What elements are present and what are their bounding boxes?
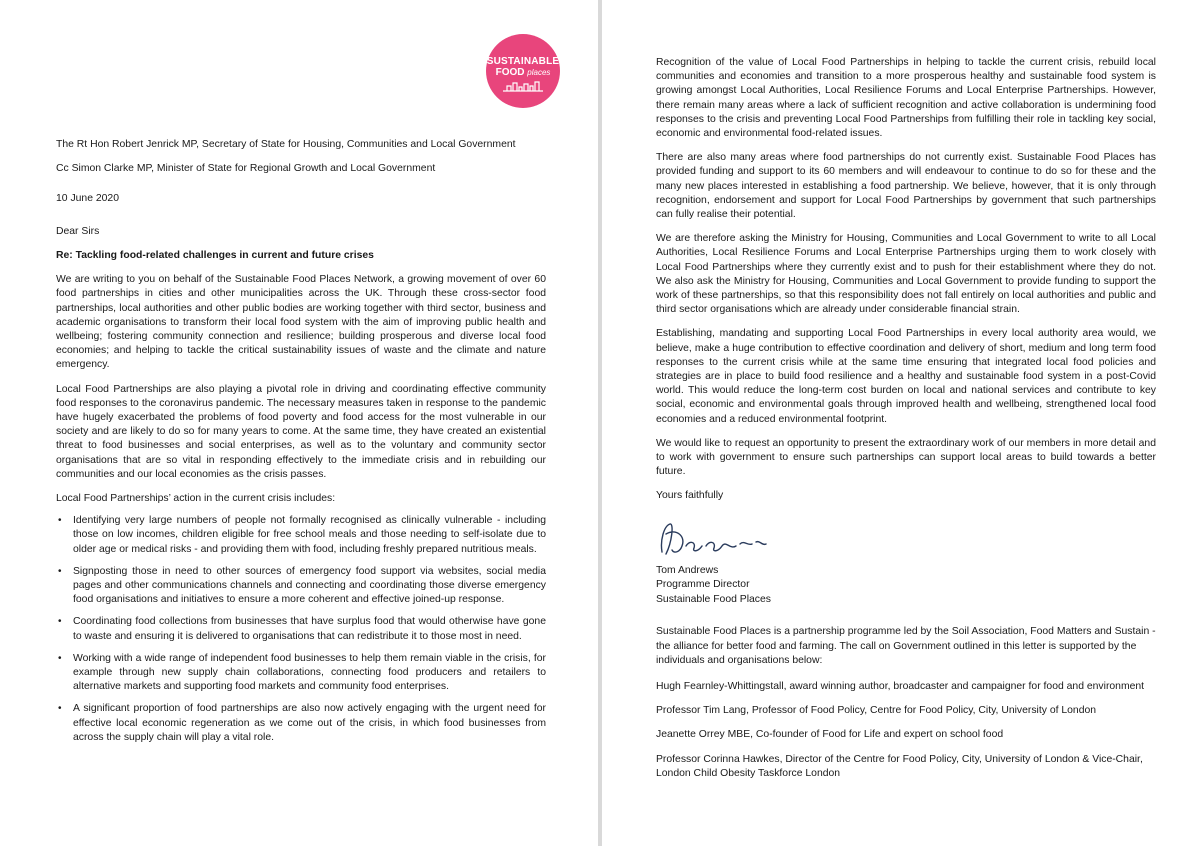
body-paragraph: Establishing, mandating and supporting Local Food Partnerships in every local authority area would, we believe, make a huge contribution to effective coordination and delivery of short, medium and long term food responses to the current crisis while at the same time ensuring that integrated local food policies and strategies are in place to build food resilience and a healthy and sustainable food system in a post-Covid world. This would reduce the long-term cost burden on local and national services and contribute to key social, economic and environmental goals through improved health and wellbeing, strengthened local food economies and a reduced environmental footprint. [656, 328, 1156, 425]
signatory-org: Sustainable Food Places [656, 593, 771, 605]
supporter-item: Professor Tim Lang, Professor of Food Policy, Centre for Food Policy, City, University of London [656, 705, 1097, 717]
left-body [56, 249, 546, 753]
supporter-item: Professor Corinna Hawkes, Director of the Centre for Food Policy, City, University of London & Vice-Chair, London Child Obesity Taskforce London [656, 753, 1143, 779]
right-body [656, 56, 1156, 781]
closing: Yours faithfully [656, 490, 724, 502]
footer-intro: Sustainable Food Places is a partnership programme led by the Soil Association, Food Matters and Sustain - the alliance for better food and farming. The call on Government outlined in this letter is supported by the individuals and organisations below: [656, 626, 1156, 666]
body-paragraph: Local Food Partnerships are also playing a pivotal role in driving and coordinating effective community food responses to the coronavirus pandemic. The necessary measures taken in response to the pandemic have hugely exacerbated the problems of food poverty and food access for the most vulnerable in our society and are likely to do so for many years to come. At the same time, they have created an existential threat to food businesses and social enterprises, as well as to the voluntary and community sector organisations that are so vital in responding effectively to the immediate crisis and in rebuilding our communities and our local economies as the crisis passes. [56, 383, 546, 480]
body-paragraph: Recognition of the value of Local Food Partnerships in helping to tackle the current crisis, rebuild local communities and economies and transition to a more prosperous healthy and sustainable food system is growing amongst Local Authorities, Local Resilience Forums and Local Enterprise Partnerships. However, there remain many areas where a lack of sufficient recognition and active collaboration is undermining food responses to the crisis and preventing Local Food Partnerships from fulfilling their role in tackling key social, economic and environmental food-related issues. [656, 57, 1156, 140]
salutation: Dear Sirs [56, 226, 100, 237]
letter-page-1 [0, 0, 598, 846]
recipient-line: The Rt Hon Robert Jenrick MP, Secretary of State for Housing, Communities and Local Government [56, 139, 516, 150]
body-paragraph: There are also many areas where food partnerships do not currently exist. Sustainable Food Places has provided funding and support to its 60 members and will endeavour to continue to do so for these and the many new places interested in establishing a food partnership. We believe, however, that it is only through recognition, endorsement and support for Local Food Partnerships by government that such partnerships can fully realise their potential. [656, 152, 1156, 221]
letter-page-2 [602, 0, 1200, 846]
logo-text-line2: FOOD places [495, 66, 551, 78]
bullet-icon: • [58, 616, 62, 628]
cc-line: Cc Simon Clarke MP, Minister of State for Regional Growth and Local Government [56, 163, 436, 174]
body-paragraph: We would like to request an opportunity to present the extraordinary work of our members in more detail and to work with government to ensure such partnerships can support local areas to build towards a better future. [656, 437, 1156, 478]
letter-subject: Re: Tackling food-related challenges in current and future crises [56, 250, 374, 261]
actions-intro: Local Food Partnerships’ action in the current crisis includes: [56, 493, 336, 505]
signatory-block [656, 564, 1156, 608]
signatory-title: Programme Director [656, 579, 750, 591]
signatory-name: Tom Andrews [656, 564, 719, 576]
bullet-icon: • [58, 515, 62, 527]
list-item: • Identifying very large numbers of people not formally recognised as clinically vulnerable - including those on low incomes, children eligible for free school meals and those needing to self-isolate due to older age or medical risks - and providing them with food, including freshly prepared nutritious meals. [58, 515, 546, 555]
list-item: • Coordinating food collections from businesses that have surplus food that would otherwise have gone to waste and ensuring it is delivered to organisations that can redistribute it to those most in need. [58, 616, 546, 642]
letter-date: 10 June 2020 [56, 193, 119, 204]
body-paragraph: We are therefore asking the Ministry for Housing, Communities and Local Government to write to all Local Authorities, Local Resilience Forums and Local Enterprise Partnerships urging them to work closely with Local Food Partnerships where they currently exist and to push for their establishment where they do not. We also ask the Ministry for Housing, Communities and Local Government to provide funding to support the work of these partnerships, so that this responsibility does not fall entirely on local authorities and public and third sector organisations which are already under considerable financial strain. [656, 233, 1156, 316]
supporter-item: Jeanette Orrey MBE, Co-founder of Food for Life and expert on school food [656, 729, 1004, 741]
bullet-icon: • [58, 652, 62, 664]
list-item: • Working with a wide range of independent food businesses to help them remain viable in the crisis, for example through new supply chain collaborations, connecting food producers and retailers to alternative markets and supporting food markets and community food enterprises. [58, 652, 546, 693]
sustainable-food-places-logo [486, 34, 560, 108]
list-item: • Signposting those in need to other sources of emergency food support via websites, social media pages and other communications channels and connecting and coordinating those diverse emergency food organisations and initiatives to ensure a more coherent and effective joined-up response. [58, 565, 546, 606]
signature-image [656, 512, 786, 564]
body-paragraph: We are writing to you on behalf of the Sustainable Food Places Network, a growing movement of over 60 food partnerships in cities and other municipalities across the UK. Through these cross-sector food partnerships, local authorities and other public bodies are working together with third sector, business and academic organisations to transform their local food system with the aim of improving public health and wellbeing; fostering community connection and resilience; building prosperous and diverse local food economies; and helping to tackle the critical sustainability issues of waste and the climate and nature emergency. [56, 274, 546, 371]
skyline-icon [503, 80, 543, 92]
list-item: • A significant proportion of food partnerships are also now actively engaging with the urgent need for effective local economic regeneration as we come out of the crisis, in which food businesses from across the supply chain will play a vital role. [58, 703, 546, 743]
supporter-item: Hugh Fearnley-Whittingstall, award winning author, broadcaster and campaigner for food and environment [656, 681, 1145, 693]
logo-circle [486, 34, 560, 108]
bullet-icon: • [58, 565, 62, 577]
signature-icon [656, 512, 786, 564]
actions-list [56, 514, 546, 745]
logo-text-line1: SUSTAINABLE [486, 55, 560, 67]
bullet-icon: • [58, 703, 62, 715]
logo-text-line3: places [527, 67, 551, 77]
